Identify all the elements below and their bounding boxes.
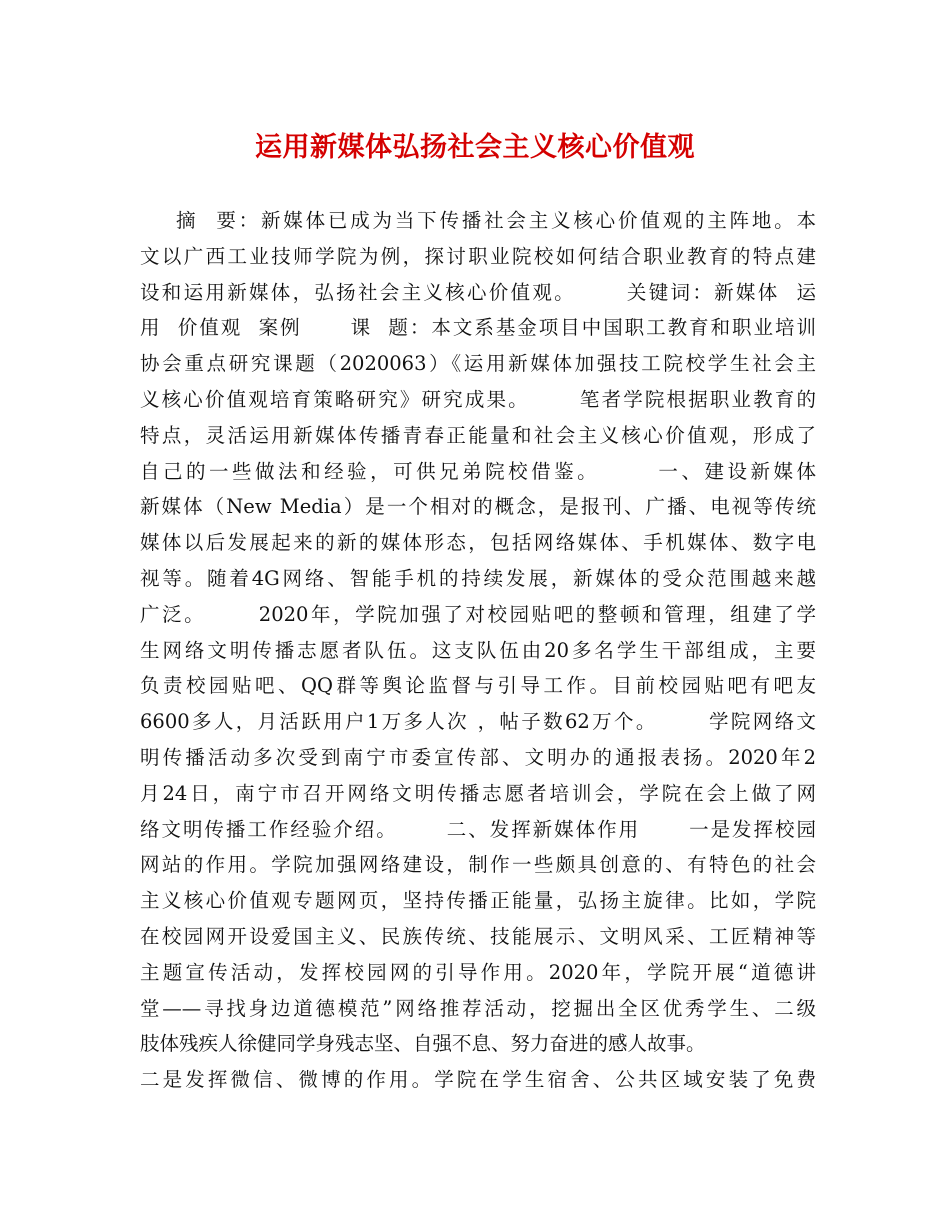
body-line: 堂——寻找身边道德模范”网络推荐活动，挖掘出全区优秀学生、二级 bbox=[140, 996, 816, 1020]
body-line: 广泛。 2020年，学院加强了对校园贴吧的整顿和管理，组建了学 bbox=[140, 602, 816, 626]
body-line: 义核心价值观培育策略研究》研究成果。 笔者学院根据职业教育的 bbox=[140, 387, 816, 411]
body-line: 媒体以后发展起来的新的媒体形态，包括网络媒体、手机媒体、数字电 bbox=[140, 531, 816, 555]
body-line: 自己的一些做法和经验，可供兄弟院校借鉴。 一、建设新媒体 bbox=[140, 459, 816, 483]
body-line: 在校园网开设爱国主义、民族传统、技能展示、文明风采、工匠精神等 bbox=[140, 924, 816, 948]
body-line: 月24日，南宁市召开网络文明传播志愿者培训会，学院在会上做了网 bbox=[140, 781, 816, 805]
body-line: 特点，灵活运用新媒体传播青春正能量和社会主义核心价值观，形成了 bbox=[140, 423, 816, 447]
body-line: 主义核心价值观专题网页，坚持传播正能量，弘扬主旋律。比如，学院 bbox=[140, 889, 816, 913]
body-line: 新媒体（New Media）是一个相对的概念，是报刊、广播、电视等传统 bbox=[140, 495, 816, 519]
body-line: 用 价值观 案例 课 题：本文系基金项目中国职工教育和职业培训 bbox=[140, 316, 816, 340]
body-line: 文以广西工业技师学院为例，探讨职业院校如何结合职业教育的特点建 bbox=[140, 244, 816, 268]
body-line: 视等。随着4G网络、智能手机的持续发展，新媒体的受众范围越来越 bbox=[140, 566, 816, 590]
body-line: 协会重点研究课题（2020063）《运用新媒体加强技工院校学生社会主 bbox=[140, 352, 816, 376]
body-line: 明传播活动多次受到南宁市委宣传部、文明办的通报表扬。2020年2 bbox=[140, 745, 816, 769]
body-line: 设和运用新媒体，弘扬社会主义核心价值观。 关键词：新媒体 运 bbox=[140, 280, 816, 304]
body-line: 络文明传播工作经验介绍。 二、发挥新媒体作用 一是发挥校园 bbox=[140, 817, 816, 841]
document-title: 运用新媒体弘扬社会主义核心价值观 bbox=[255, 132, 695, 163]
body-line: 负责校园贴吧、QQ群等舆论监督与引导工作。目前校园贴吧有吧友 bbox=[140, 674, 816, 698]
body-line: 主题宣传活动，发挥校园网的引导作用。2020年，学院开展“道德讲 bbox=[140, 960, 816, 984]
body-line: 网站的作用。学院加强网络建设，制作一些颇具创意的、有特色的社会 bbox=[140, 853, 816, 877]
body-line: 生网络文明传播志愿者队伍。这支队伍由20多名学生干部组成，主要 bbox=[140, 638, 816, 662]
body-line: 肢体残疾人徐健同学身残志坚、自强不息、努力奋进的感人故事。 bbox=[140, 1032, 706, 1056]
document-body bbox=[140, 203, 816, 1098]
body-line: 摘 要：新媒体已成为当下传播社会主义核心价值观的主阵地。本 bbox=[140, 209, 816, 232]
body-line: 二是发挥微信、微博的作用。学院在学生宿舍、公共区域安装了免费 bbox=[140, 1068, 816, 1092]
body-line: 6600多人，月活跃用户1万多人次 ，帖子数62万个。 学院网络文 bbox=[140, 710, 816, 734]
